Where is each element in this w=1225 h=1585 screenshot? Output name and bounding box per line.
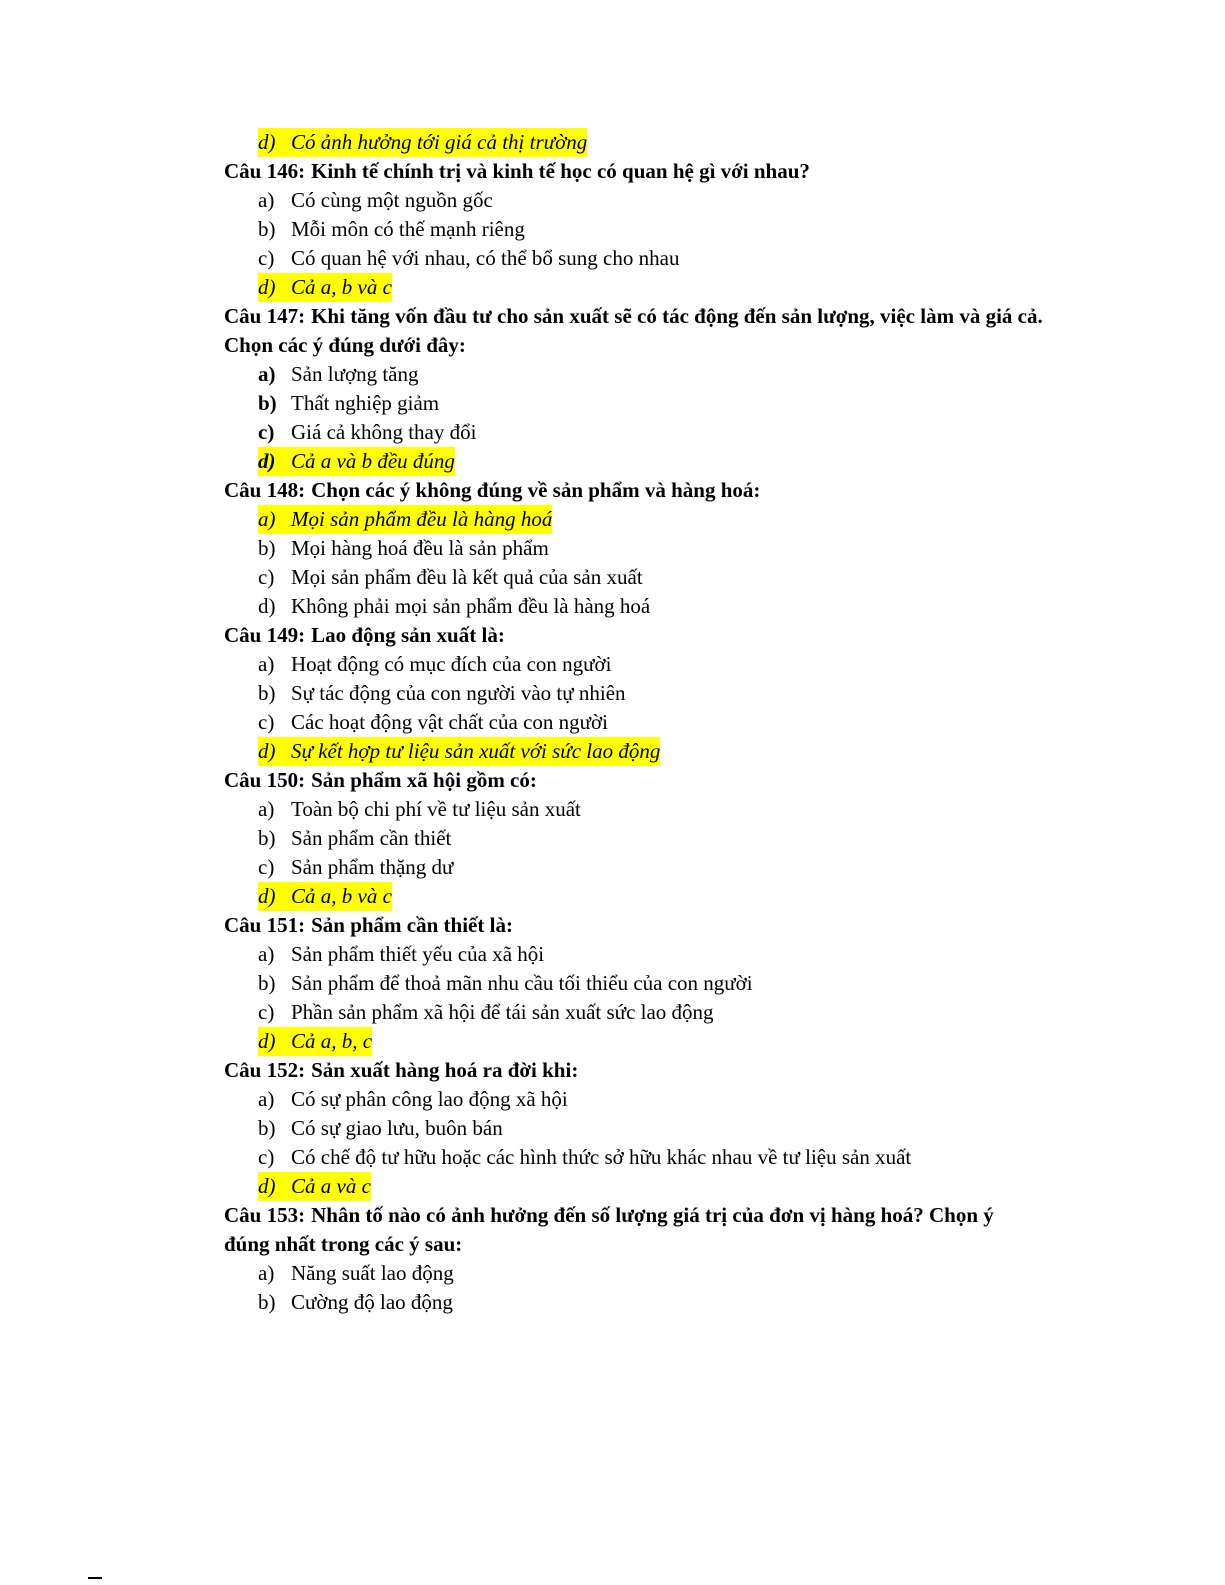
answer-option-content: [258, 882, 392, 911]
answer-option-content: [258, 679, 626, 708]
answer-option: [224, 418, 1104, 447]
answer-option-content: [258, 1259, 454, 1288]
answer-letter: d): [258, 449, 276, 473]
answer-option-content: [258, 505, 552, 534]
question-text: Kinh tế chính trị và kinh tế học có quan hệ gì với nhau?: [311, 159, 810, 183]
answer-option: [224, 853, 1104, 882]
answer-letter: c): [258, 1000, 275, 1024]
question-block: [224, 1056, 1104, 1201]
question-number: Câu 152:: [224, 1058, 306, 1082]
answer-text: Hoạt động có mục đích của con người: [291, 652, 612, 676]
answer-option: [224, 1288, 1104, 1317]
answer-text: Phần sản phẩm xã hội để tái sản xuất sức lao động: [291, 1000, 714, 1024]
answer-option: [224, 969, 1104, 998]
answer-option-content: [258, 795, 581, 824]
answer-text: Có sự giao lưu, buôn bán: [291, 1116, 503, 1140]
question-heading: [224, 302, 1104, 331]
answer-options: [224, 795, 1104, 911]
answer-text: Không phải mọi sản phẩm đều là hàng hoá: [291, 594, 651, 618]
answer-option: [224, 708, 1104, 737]
page-edge-mark: [88, 1577, 102, 1579]
answer-option-content: [258, 273, 392, 302]
question-block: [224, 476, 1104, 621]
answer-text: Có ảnh hưởng tới giá cả thị trường: [291, 130, 588, 154]
answer-text: Cả a và b đều đúng: [291, 449, 455, 473]
answer-letter: d): [258, 594, 276, 618]
question-heading: [224, 766, 1104, 795]
answer-option-content: [258, 650, 612, 679]
answer-letter: d): [258, 130, 276, 154]
answer-option-content: [258, 853, 453, 882]
answer-option-content: [258, 360, 418, 389]
answer-letter: b): [258, 1290, 276, 1314]
answer-letter: d): [258, 1029, 276, 1053]
answer-options: [224, 186, 1104, 302]
question-heading: [224, 157, 1104, 186]
answer-option: [224, 998, 1104, 1027]
question-block: [224, 911, 1104, 1056]
answer-letter: a): [258, 507, 276, 531]
answer-letter: b): [258, 1116, 276, 1140]
answer-option-content: [258, 1114, 503, 1143]
answer-letter: c): [258, 565, 275, 589]
question-number: Câu 146:: [224, 159, 306, 183]
question-heading: [224, 911, 1104, 940]
question-number: Câu 149:: [224, 623, 306, 647]
answer-letter: b): [258, 391, 277, 415]
question-block: [224, 621, 1104, 766]
answer-options: [224, 650, 1104, 766]
answer-letter: a): [258, 652, 275, 676]
answer-options: [224, 128, 1104, 157]
answer-option-content: [258, 708, 608, 737]
answer-letter: a): [258, 1087, 275, 1111]
answer-option-content: [258, 1172, 371, 1201]
answer-letter: d): [258, 1174, 276, 1198]
answer-options: [224, 505, 1104, 621]
answer-text: Cả a, b và c: [291, 275, 392, 299]
answer-option: [224, 360, 1104, 389]
question-heading: [224, 1056, 1104, 1085]
answer-letter: b): [258, 681, 276, 705]
question-text: Sản phẩm cần thiết là:: [311, 913, 513, 937]
answer-option: [224, 650, 1104, 679]
answer-options: [224, 1259, 1104, 1317]
answer-option-content: [258, 969, 753, 998]
answer-option-correct: [224, 1027, 1104, 1056]
answer-options: [224, 360, 1104, 476]
question-text: Sản xuất hàng hoá ra đời khi:: [311, 1058, 579, 1082]
answer-letter: a): [258, 362, 276, 386]
answer-option-correct: [224, 737, 1104, 766]
answer-text: Mọi sản phẩm đều là hàng hoá: [291, 507, 553, 531]
answer-option: [224, 244, 1104, 273]
answer-text: Cả a, b, c: [291, 1029, 373, 1053]
answer-letter: a): [258, 797, 275, 821]
answer-option-content: [258, 563, 643, 592]
answer-option: [224, 824, 1104, 853]
answer-text: Sản phẩm thặng dư: [291, 855, 454, 879]
answer-letter: c): [258, 420, 275, 444]
answer-option: [224, 215, 1104, 244]
answer-option-content: [258, 447, 455, 476]
answer-option-content: [258, 998, 714, 1027]
answer-letter: b): [258, 826, 276, 850]
question-text: Lao động sản xuất là:: [311, 623, 505, 647]
answer-option-content: [258, 215, 525, 244]
answer-option-content: [258, 592, 650, 621]
answer-text: Mỗi môn có thế mạnh riêng: [291, 217, 525, 241]
answer-letter: a): [258, 188, 275, 212]
question-text-continued: đúng nhất trong các ý sau:: [224, 1232, 463, 1256]
question-number: Câu 151:: [224, 913, 306, 937]
answer-option-correct: [224, 505, 1104, 534]
answer-text: Sản phẩm thiết yếu của xã hội: [291, 942, 545, 966]
answer-letter: a): [258, 942, 275, 966]
answer-letter: d): [258, 739, 276, 763]
answer-text: Thất nghiệp giảm: [291, 391, 440, 415]
answer-option: [224, 389, 1104, 418]
answer-options: [224, 1085, 1104, 1201]
answer-letter: c): [258, 246, 275, 270]
question-text: Chọn các ý không đúng về sản phẩm và hàng hoá:: [311, 478, 761, 502]
question-number: Câu 148:: [224, 478, 306, 502]
answer-text: Sản phẩm để thoả mãn nhu cầu tối thiểu của con người: [291, 971, 753, 995]
answer-text: Sự kết hợp tư liệu sản xuất với sức lao động: [291, 739, 661, 763]
answer-text: Có sự phân công lao động xã hội: [291, 1087, 568, 1111]
answer-letter: c): [258, 855, 275, 879]
answer-letter: c): [258, 710, 275, 734]
answer-text: Cả a và c: [291, 1174, 371, 1198]
answer-option: [224, 1085, 1104, 1114]
answer-option-correct: [224, 447, 1104, 476]
answer-option-content: [258, 737, 660, 766]
question-text: Nhân tố nào có ảnh hưởng đến số lượng giá trị của đơn vị hàng hoá? Chọn ý: [311, 1203, 994, 1227]
answer-option: [224, 1259, 1104, 1288]
answer-option: [224, 563, 1104, 592]
question-heading: [224, 621, 1104, 650]
answer-text: Cường độ lao động: [291, 1290, 453, 1314]
question-text: Khi tăng vốn đầu tư cho sản xuất sẽ có tác động đến sản lượng, việc làm và giá cả.: [311, 304, 1043, 328]
question-text-continued: Chọn các ý đúng dưới đây:: [224, 333, 466, 357]
answer-letter: b): [258, 971, 276, 995]
answer-letter: c): [258, 1145, 275, 1169]
question-text: Sản phẩm xã hội gồm có:: [311, 768, 537, 792]
answer-text: Các hoạt động vật chất của con người: [291, 710, 608, 734]
answer-option-content: [258, 418, 476, 447]
answer-option-content: [258, 128, 587, 157]
answer-option-content: [258, 1143, 911, 1172]
question-number: Câu 150:: [224, 768, 306, 792]
answer-option: [224, 534, 1104, 563]
answer-text: Sản lượng tăng: [291, 362, 419, 386]
answer-option-content: [258, 940, 544, 969]
answer-option: [224, 1114, 1104, 1143]
answer-text: Toàn bộ chi phí về tư liệu sản xuất: [291, 797, 581, 821]
answer-letter: d): [258, 275, 276, 299]
answer-option-content: [258, 1085, 568, 1114]
question-heading: [224, 1201, 1104, 1230]
answer-letter: d): [258, 884, 276, 908]
answer-option: [224, 592, 1104, 621]
question-number: Câu 153:: [224, 1203, 306, 1227]
answer-options: [224, 940, 1104, 1056]
answer-option: [224, 795, 1104, 824]
question-block: [224, 766, 1104, 911]
question-block: [224, 128, 1104, 157]
answer-option: [224, 940, 1104, 969]
document-page-body: [224, 128, 1104, 1317]
answer-letter: b): [258, 217, 276, 241]
answer-option-content: [258, 186, 493, 215]
answer-option: [224, 1143, 1104, 1172]
answer-option-correct: [224, 273, 1104, 302]
answer-option-content: [258, 244, 679, 273]
answer-option-content: [258, 824, 451, 853]
answer-option-content: [258, 1288, 453, 1317]
answer-text: Giá cả không thay đổi: [291, 420, 477, 444]
answer-letter: b): [258, 536, 276, 560]
answer-text: Có chế độ tư hữu hoặc các hình thức sở hữu khác nhau về tư liệu sản xuất: [291, 1145, 912, 1169]
answer-text: Năng suất lao động: [291, 1261, 454, 1285]
answer-option-content: [258, 534, 549, 563]
question-block: [224, 302, 1104, 476]
answer-option-content: [258, 1027, 372, 1056]
answer-text: Mọi hàng hoá đều là sản phẩm: [291, 536, 549, 560]
question-number: Câu 147:: [224, 304, 306, 328]
answer-option-content: [258, 389, 439, 418]
answer-option: [224, 679, 1104, 708]
answer-option-correct: [224, 882, 1104, 911]
answer-text: Sự tác động của con người vào tự nhiên: [291, 681, 626, 705]
answer-text: Sản phẩm cần thiết: [291, 826, 452, 850]
answer-text: Có quan hệ với nhau, có thể bổ sung cho nhau: [291, 246, 680, 270]
answer-option: [224, 186, 1104, 215]
answer-option-correct: [224, 1172, 1104, 1201]
answer-text: Có cùng một nguồn gốc: [291, 188, 493, 212]
question-block: [224, 157, 1104, 302]
answer-text: Cả a, b và c: [291, 884, 392, 908]
answer-option-correct: [224, 128, 1104, 157]
question-block: [224, 1201, 1104, 1317]
answer-text: Mọi sản phẩm đều là kết quả của sản xuất: [291, 565, 643, 589]
question-heading: [224, 476, 1104, 505]
answer-letter: a): [258, 1261, 275, 1285]
